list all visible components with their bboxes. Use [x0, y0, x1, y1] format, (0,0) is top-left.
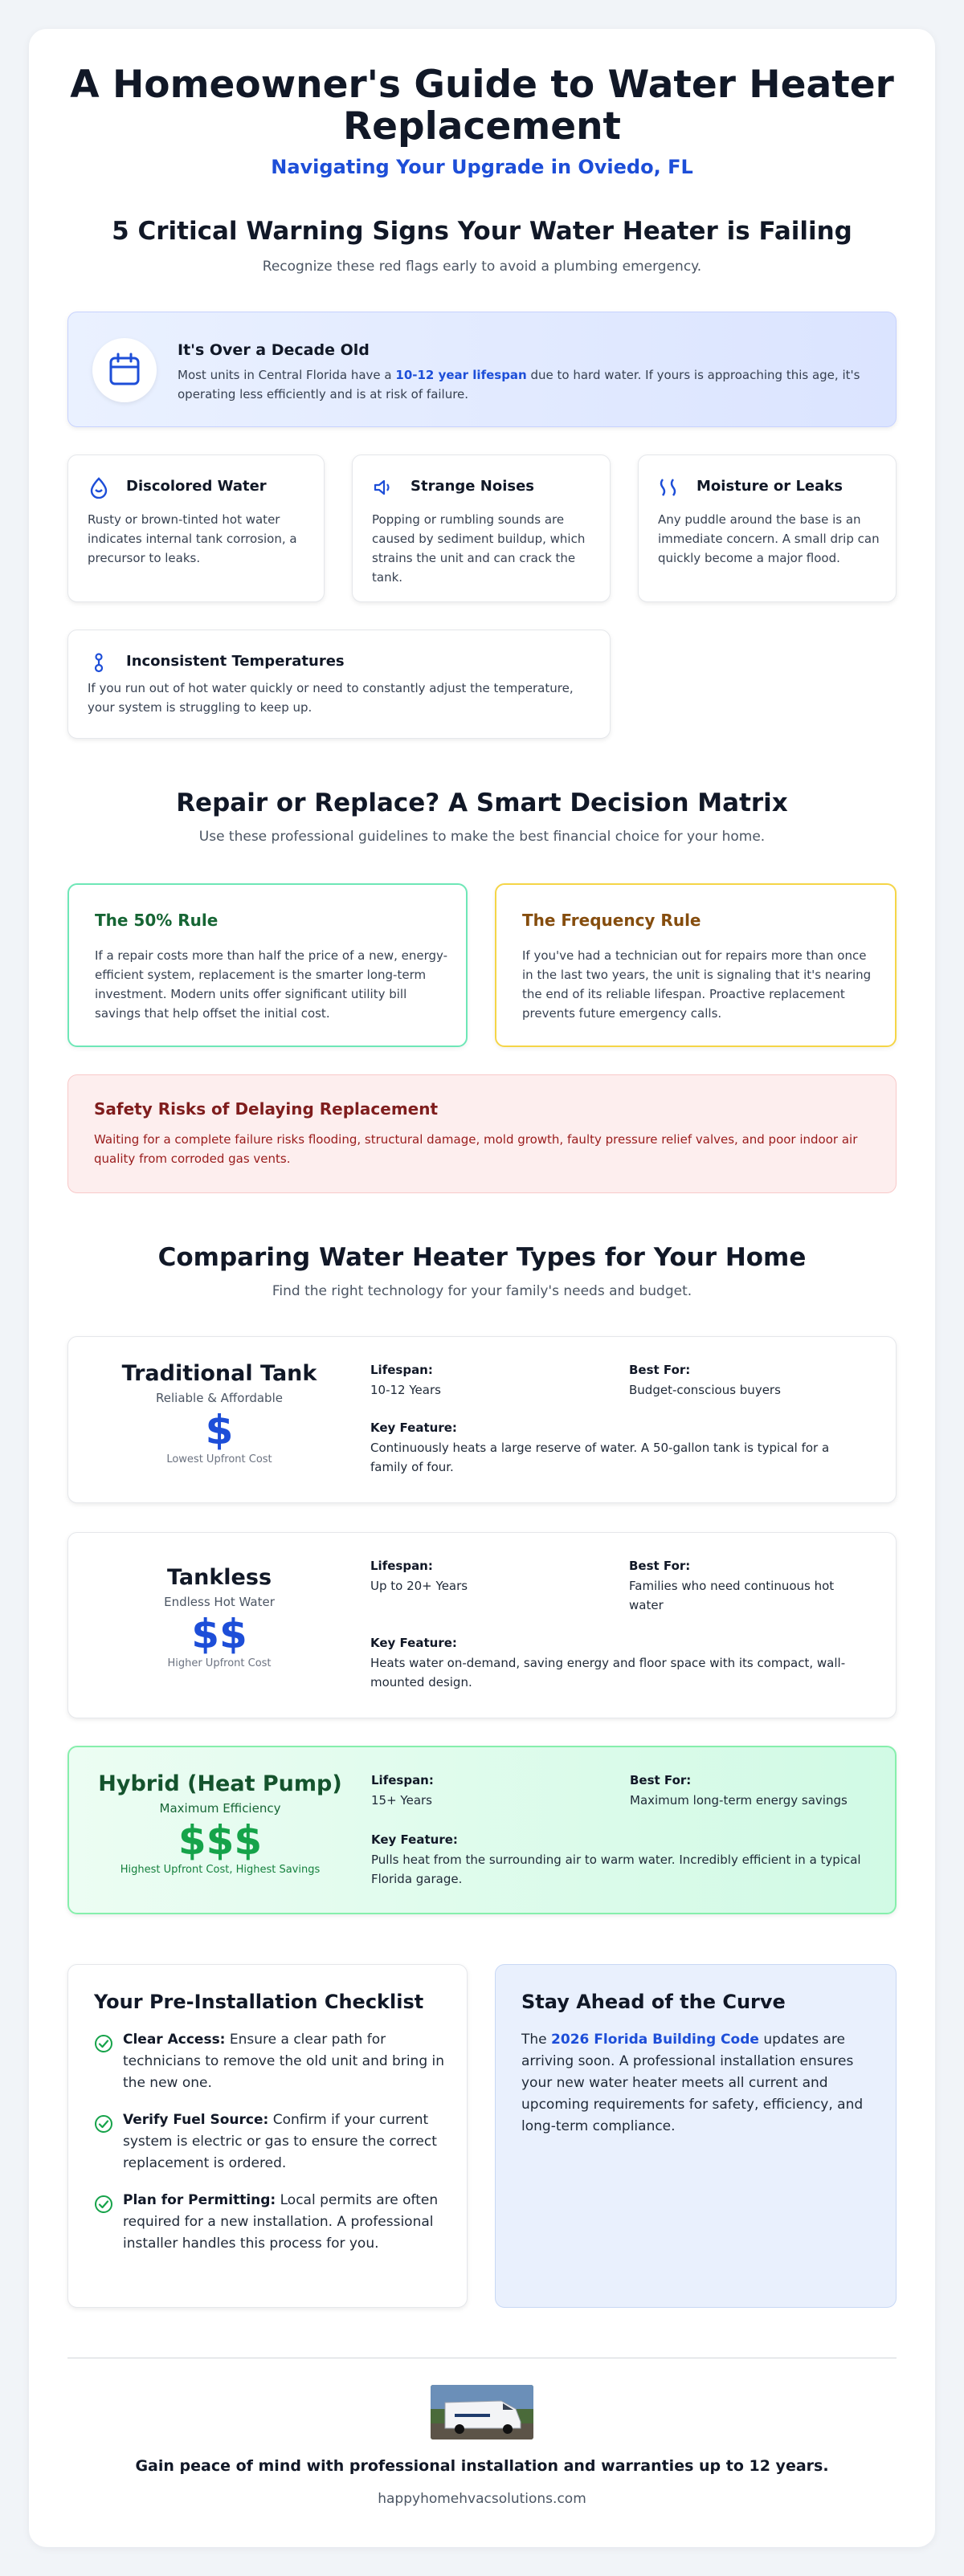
- warning-card-noises: [352, 454, 611, 602]
- best-for-label: Best For:: [629, 1363, 691, 1377]
- type-summary: [69, 1771, 371, 1876]
- lifespan-label: Lifespan:: [371, 1773, 434, 1787]
- type-card-traditional: [67, 1336, 897, 1503]
- service-van-icon: [431, 2385, 533, 2439]
- warning-heading: Inconsistent Temperatures: [126, 653, 345, 670]
- water-waves-icon: [658, 476, 680, 499]
- rule-heading: The Frequency Rule: [522, 911, 701, 930]
- cost-dollars: $$$: [178, 1817, 263, 1864]
- type-name: Hybrid (Heat Pump): [98, 1771, 342, 1796]
- warnings-subtitle: Recognize these red flags early to avoid a plumbing emergency.: [262, 259, 702, 275]
- type-summary: [68, 1565, 370, 1669]
- warning-heading: Discolored Water: [126, 478, 267, 495]
- warning-card-leaks: [638, 454, 897, 602]
- type-tagline: Reliable & Affordable: [156, 1391, 283, 1405]
- safety-risks-card: [67, 1074, 897, 1193]
- rule-50-percent-card: [67, 883, 468, 1047]
- type-tagline: Endless Hot Water: [164, 1595, 275, 1609]
- warning-text: Any puddle around the base is an immediate concern. A small drip can quickly become a major flood.: [658, 512, 880, 565]
- key-feature-value: Pulls heat from the surrounding air to warm water. Incredibly efficient in a typical Florida garage.: [371, 1853, 861, 1886]
- lifespan-highlight: 10-12 year lifespan: [395, 368, 527, 382]
- safety-heading: Safety Risks of Delaying Replacement: [94, 1099, 439, 1119]
- best-for-value: Families who need continuous hot water: [629, 1579, 835, 1612]
- key-feature-label: Key Feature:: [370, 1636, 457, 1650]
- warning-heading: It's Over a Decade Old: [178, 341, 370, 359]
- best-for-label: Best For:: [629, 1559, 691, 1573]
- code-update-text: The 2026 Florida Building Code updates are arriving soon. A professional installation ensures your new water heater meets all current and upcoming requirements for safety, efficiency, and long-term compliance.: [521, 2032, 864, 2134]
- page-card: [29, 29, 935, 2547]
- warning-heading: Strange Noises: [411, 478, 535, 495]
- calendar-icon: [92, 338, 157, 402]
- warning-text: Most units in Central Florida have a 10-12 year lifespan due to hard water. If yours is approaching this age, it's operating less efficiently and is at risk of failure.: [178, 368, 860, 401]
- service-van-image: [431, 2385, 533, 2439]
- page-subtitle: Navigating Your Upgrade in Oviedo, FL: [271, 156, 693, 178]
- cost-dollars: $: [205, 1407, 234, 1453]
- key-feature-value: Heats water on-demand, saving energy and floor space with its compact, wall-mounted design.: [370, 1656, 846, 1689]
- key-feature-label: Key Feature:: [370, 1420, 457, 1435]
- matrix-title: Repair or Replace? A Smart Decision Matrix: [176, 789, 788, 817]
- type-name: Traditional Tank: [121, 1361, 317, 1386]
- matrix-subtitle: Use these professional guidelines to make the best financial choice for your home.: [198, 829, 766, 845]
- cost-label: Higher Upfront Cost: [167, 1657, 272, 1669]
- footer-website-link[interactable]: happyhomehvacsolutions.com: [378, 2491, 586, 2507]
- lifespan-label: Lifespan:: [370, 1559, 433, 1573]
- lifespan-label: Lifespan:: [370, 1363, 433, 1377]
- cost-label: Lowest Upfront Cost: [166, 1453, 272, 1465]
- key-feature-label: Key Feature:: [371, 1832, 458, 1847]
- calendar-icon-circle: [92, 338, 157, 402]
- safety-text: Waiting for a complete failure risks flooding, structural damage, mold growth, faulty pressure relief valves, and poor indoor air quality from corroded gas vents.: [94, 1132, 858, 1166]
- warning-text: If you run out of hot water quickly or need to constantly adjust the temperature, your system is struggling to keep up.: [88, 681, 574, 715]
- types-subtitle: Find the right technology for your family's needs and budget.: [272, 1283, 692, 1299]
- best-for-label: Best For:: [630, 1773, 692, 1787]
- best-for-value: Maximum long-term energy savings: [630, 1793, 848, 1808]
- checklist-text: Verify Fuel Source: Confirm if your current system is electric or gas to ensure the correct replacement is ordered.: [123, 2112, 437, 2171]
- rule-text: If a repair costs more than half the price of a new, energy-efficient system, replacement is the smarter long-term investment. Modern units offer significant utility bill savings that help offset the initial cost.: [95, 948, 448, 1021]
- lifespan-value: 15+ Years: [371, 1793, 432, 1808]
- best-for-value: Budget-conscious buyers: [629, 1383, 781, 1397]
- checklist-title: Your Pre-Installation Checklist: [94, 1991, 424, 2013]
- speaker-icon: [372, 476, 394, 499]
- check-circle-icon: [94, 2114, 113, 2134]
- checklist-text: Plan for Permitting: Local permits are often required for a new installation. A professional installer handles this process for you.: [123, 2192, 439, 2252]
- warning-text: Popping or rumbling sounds are caused by sediment buildup, which strains the unit and can crack the tank.: [372, 512, 586, 585]
- type-summary: [68, 1361, 370, 1465]
- check-circle-icon: [94, 2034, 113, 2053]
- check-circle-icon: [94, 2195, 113, 2214]
- thermometer-icon: [88, 651, 110, 674]
- type-card-tankless: [67, 1532, 897, 1718]
- warning-text: Rusty or brown-tinted hot water indicates internal tank corrosion, a precursor to leaks.: [88, 512, 297, 565]
- checklist-card: [67, 1964, 468, 2308]
- cost-dollars: $$: [191, 1611, 247, 1657]
- warnings-title: 5 Critical Warning Signs Your Water Heater is Failing: [112, 217, 852, 246]
- type-name: Tankless: [166, 1565, 272, 1590]
- checklist-text: Clear Access: Ensure a clear path for technicians to remove the old unit and bring in the new one.: [123, 2032, 445, 2091]
- page-title: A Homeowner's Guide to Water Heater Replacement: [70, 63, 894, 149]
- lifespan-value: Up to 20+ Years: [370, 1579, 468, 1593]
- warning-card-age: [67, 312, 897, 427]
- type-tagline: Maximum Efficiency: [159, 1801, 281, 1816]
- cost-label: Highest Upfront Cost, Highest Savings: [120, 1864, 321, 1876]
- rule-frequency-card: [495, 883, 897, 1047]
- types-title: Comparing Water Heater Types for Your Home: [157, 1243, 807, 1272]
- rule-heading: The 50% Rule: [95, 911, 219, 930]
- building-code-highlight: 2026 Florida Building Code: [551, 2032, 759, 2048]
- code-update-card: [495, 1964, 897, 2308]
- code-update-title: Stay Ahead of the Curve: [521, 1991, 786, 2013]
- lifespan-value: 10-12 Years: [370, 1383, 441, 1397]
- warning-card-discolored: [67, 454, 325, 602]
- water-drop-icon: [88, 476, 110, 499]
- footer-tagline: Gain peace of mind with professional installation and warranties up to 12 years.: [135, 2457, 829, 2475]
- warning-card-temperature: [67, 630, 611, 739]
- key-feature-value: Continuously heats a large reserve of water. A 50-gallon tank is typical for a family of four.: [370, 1441, 830, 1474]
- rule-text: If you've had a technician out for repairs more than once in the last two years, the unit is signaling that it's nearing the end of its reliable lifespan. Proactive replacement prevents future emergency calls.: [522, 948, 872, 1021]
- type-card-hybrid: [67, 1746, 897, 1914]
- warning-heading: Moisture or Leaks: [696, 478, 843, 495]
